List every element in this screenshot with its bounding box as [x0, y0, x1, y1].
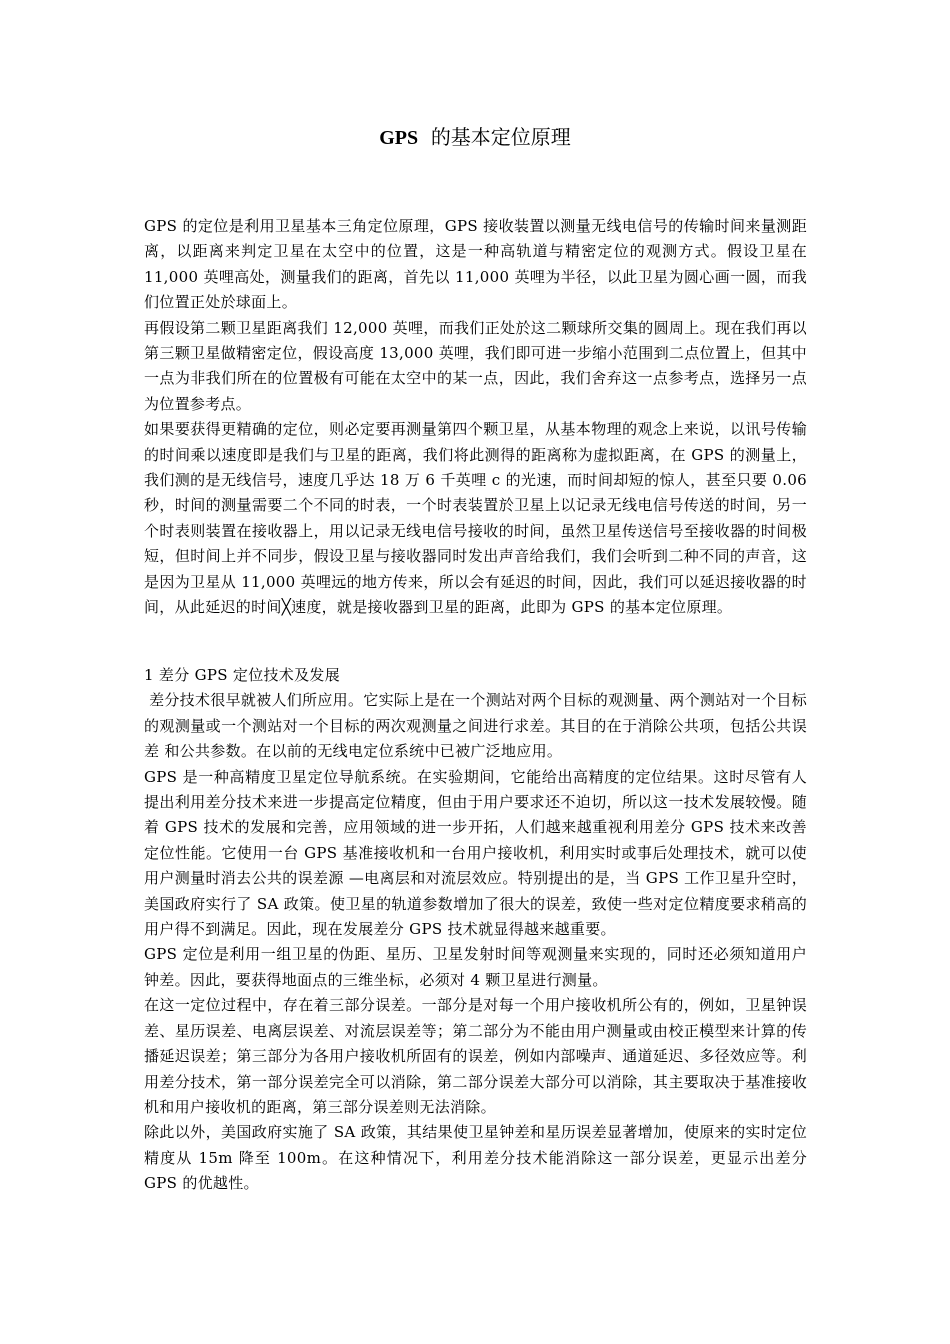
intro-paragraph: 再假设第二颗卫星距离我们 12,000 英哩，而我们正处於这二颗球所交集的圆周上。现在我们再以第三颗卫星做精密定位，假设高度 13,000 英哩，我们即可进一步缩小范围到二点位置上，但其中一点为非我们所在的位置极有可能在太空中的某一点，因此，我们舍弃这一点参考点，选择另一点为位置参考点。 [144, 318, 807, 413]
intro-paragraph: GPS 的定位是利用卫星基本三角定位原理，GPS 接收装置以测量无线电信号的传输时间来量测距离，以距离来判定卫星在太空中的位置，这是一种高轨道与精密定位的观测方式。假设卫星在 11,000 英哩高处，测量我们的距离，首先以 11,000 英哩为半径，以此卫星为圆心画一圆，而我们位置正处於球面上。 [144, 217, 807, 312]
section-paragraph: 差分技术很早就被人们所应用。它实际上是在一个测站对两个目标的观测量、两个测站对一个目标的观测量或一个测站对一个目标的两次观测量之间进行求差。其目的在于消除公共项，包括公共误差 和公共参数。在以前的无线电定位系统中已被广泛地应用。 [144, 691, 807, 761]
section-paragraph: GPS 定位是利用一组卫星的伪距、星历、卫星发射时间等观测量来实现的，同时还必须知道用户钟差。因此，要获得地面点的三维坐标，必须对 4 颗卫星进行测量。 [144, 945, 807, 989]
intro-section [144, 214, 807, 621]
section-paragraph: GPS 是一种高精度卫星定位导航系统。在实验期间，它能给出高精度的定位结果。这时尽管有人提出利用差分技术来进一步提高定位精度，但由于用户要求还不迫切，所以这一技术发展较慢。随着 GPS 技术的发展和完善，应用领域的进一步开拓，人们越来越重视利用差分 GPS 技术来改善定位性能。它使用一台 GPS 基准接收机和一台用户接收机，利用实时或事后处理技术，就可以使用户测量时消去公共的误差源 —电离层和对流层效应。特别提出的是，当 GPS 工作卫星升空时，美国政府实行了 SA 政策。使卫星的轨道参数增加了很大的误差，致使一些对定位精度要求稍高的用户得不到满足。因此，现在发展差分 GPS 技术就显得越来越重要。 [144, 767, 807, 939]
section-1 [144, 663, 807, 1197]
section-paragraph: 在这一定位过程中，存在着三部分误差。一部分是对每一个用户接收机所公有的，例如，卫星钟误差、星历误差、电离层误差、对流层误差等；第二部分为不能由用户测量或由校正模型来计算的传播延迟误差；第三部分为各用户接收机所固有的误差，例如内部噪声、通道延迟、多径效应等。利用差分技术，第一部分误差完全可以消除，第二部分误差大部分可以消除，其主要取决于基准接收机和用户接收机的距离，第三部分误差则无法消除。 [144, 996, 807, 1116]
section-heading: 1 差分 GPS 定位技术及发展 [144, 666, 340, 684]
section-paragraph: 除此以外，美国政府实施了 SA 政策，其结果使卫星钟差和星历误差显著增加，使原来的实时定位精度从 15m 降至 100m。在这种情况下，利用差分技术能消除这一部分误差，更显示出差分 GPS 的优越性。 [144, 1123, 807, 1193]
intro-paragraph: 如果要获得更精确的定位，则必定要再测量第四个颗卫星，从基本物理的观念上来说，以讯号传输的时间乘以速度即是我们与卫星的距离，我们将此测得的距离称为虚拟距离，在 GPS 的测量上，我们测的是无线信号，速度几乎达 18 万 6 千英哩 c 的光速，而时间却短的惊人，甚至只要 0.06 秒，时间的测量需要二个不同的时表，一个时表装置於卫星上以记录无线电信号传送的时间，另一个时表则装置在接收器上，用以记录无线电信号接收的时间，虽然卫星传送信号至接收器的时间极短，但时间上并不同步，假设卫星与接收器同时发出声音给我们，我们会听到二种不同的声音，这是因为卫星从 11,000 英哩远的地方传来，所以会有延迟的时间，因此，我们可以延迟接收器的时间，从此延迟的时间╳速度，就是接收器到卫星的距离，此即为 GPS 的基本定位原理。 [144, 420, 807, 617]
title-latin: GPS [379, 127, 419, 149]
document-title [0, 124, 950, 151]
title-rest: 的基本定位原理 [430, 125, 571, 149]
